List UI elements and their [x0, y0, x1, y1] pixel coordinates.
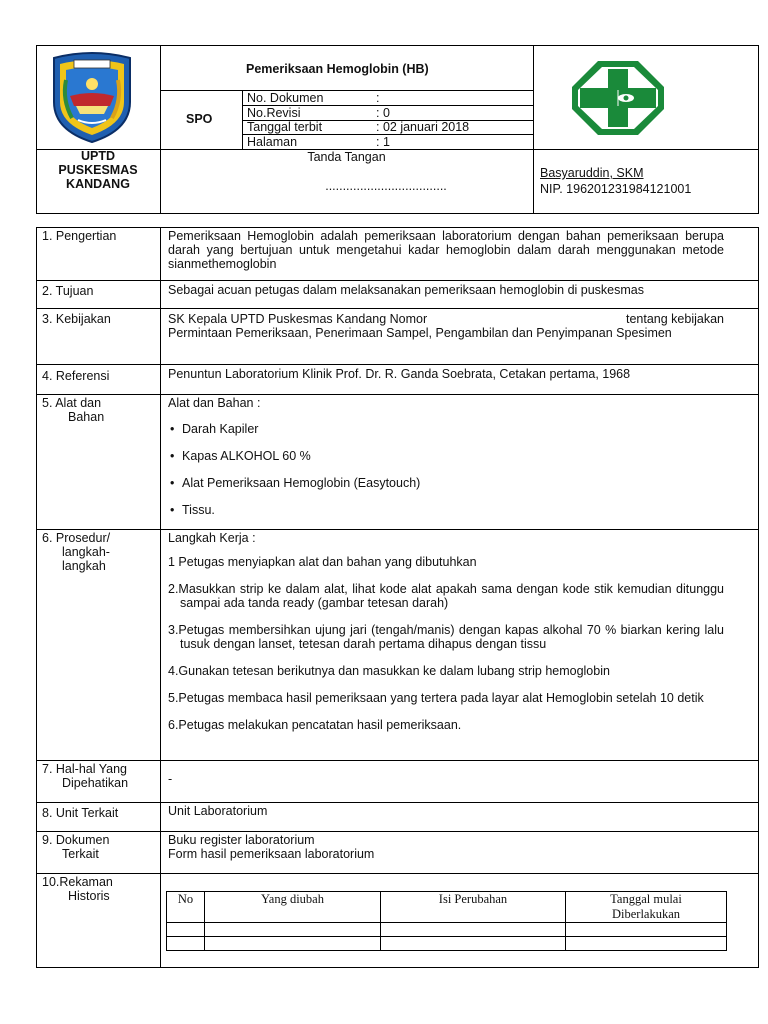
- alat-list: [168, 422, 724, 517]
- row-label-line-1: 9. Dokumen: [42, 833, 110, 847]
- row-label: [42, 762, 162, 790]
- table-cell: [205, 937, 381, 951]
- row-hal-hal: [36, 760, 758, 802]
- kebijakan-text-a: SK Kepala UPTD Puskesmas Kandang Nomor: [168, 312, 428, 326]
- table-row: [167, 923, 727, 937]
- row-label-line-1: 10.Rekaman: [42, 875, 113, 889]
- regency-crest-icon: [44, 50, 140, 144]
- org-line-2: PUSKESMAS: [58, 163, 138, 177]
- list-item: 2.Masukkan strip ke dalam alat, lihat kode alat apakah sama dengan kode stik kemudian ditunggu sampai ada tanda ready (gambar tetesan darah): [168, 582, 724, 610]
- row-content: Sebagai acuan petugas dalam melaksanakan pemeriksaan hemoglobin di puskesmas: [168, 283, 644, 297]
- table-row: [167, 892, 727, 923]
- row-label-line-2: Dipehatikan: [62, 776, 129, 790]
- kebijakan-text-b: tentang kebijakan: [626, 312, 724, 326]
- puskesmas-green-cross-icon: [568, 57, 668, 139]
- table-cell: [205, 923, 381, 937]
- prosedur-heading: Langkah Kerja :: [168, 531, 256, 545]
- row-label: 8. Unit Terkait: [42, 806, 119, 820]
- signature-dots: ...................................: [325, 179, 447, 193]
- list-item: 3.Petugas membersihkan ujung jari (tengah/manis) dengan kapas alkohal 70 % biarkan kering lalu tusuk dengan lanset, tetesan darah pertama dihapus dengan tissu: [168, 623, 724, 651]
- list-item: • Darah Kapiler: [168, 422, 724, 436]
- row-label: [42, 875, 162, 903]
- spo-label: SPO: [186, 112, 213, 126]
- col-header-no: No: [167, 892, 205, 923]
- history-table: [166, 891, 727, 951]
- row-unit-terkait: [36, 802, 758, 831]
- list-item: • Tissu.: [168, 503, 724, 517]
- list-item: 6.Petugas melakukan pencatatan hasil pemeriksaan.: [168, 718, 462, 732]
- row-label: [42, 531, 162, 573]
- kebijakan-text-c: Permintaan Pemeriksaan, Penerimaan Sampel, Pengambilan dan Penyimpanan Spesimen: [168, 326, 672, 340]
- row-label: [42, 396, 162, 424]
- row-tujuan: [36, 280, 758, 308]
- row-label-line-1: 6. Prosedur/: [42, 531, 111, 545]
- table-cell: [381, 937, 566, 951]
- row-content: [168, 531, 724, 732]
- row-referensi: [36, 364, 758, 394]
- row-content: [168, 312, 724, 340]
- row-content: [168, 396, 724, 517]
- row-content: Pemeriksaan Hemoglobin adalah pemeriksaan laboratorium dengan bahan pemeriksaan berupa darah yang bertujuan untuk mengetahui kadar hemoglobin dalam darah menggunakan metode sianmethemoglobin: [168, 229, 724, 271]
- signature-label: Tanda Tangan: [307, 150, 386, 164]
- table-cell: [566, 937, 727, 951]
- row-content: Unit Laboratorium: [168, 804, 268, 818]
- row-prosedur: [36, 529, 758, 760]
- signer-nip: NIP. 196201231984121001: [540, 182, 692, 196]
- row-label: 4. Referensi: [42, 369, 110, 383]
- dokumen-line-2: Form hasil pemeriksaan laboratorium: [168, 847, 375, 861]
- list-item: • Alat Pemeriksaan Hemoglobin (Easytouch): [168, 476, 724, 490]
- org-line-1: UPTD: [80, 149, 116, 163]
- row-label-line-2: Historis: [68, 889, 110, 903]
- row-label: 3. Kebijakan: [42, 312, 111, 326]
- list-item: 5.Petugas membaca hasil pemeriksaan yang tertera pada layar alat Hemoglobin setelah 10 detik: [168, 691, 704, 705]
- meta-value-tanggal-terbit: : 02 januari 2018: [376, 120, 470, 134]
- row-content: Penuntun Laboratorium Klinik Prof. Dr. R. Ganda Soebrata, Cetakan pertama, 1968: [168, 367, 631, 381]
- list-item: 1 Petugas menyiapkan alat dan bahan yang dibutuhkan: [168, 555, 477, 569]
- col-header-tanggal: [566, 892, 727, 923]
- row-label-line-1: 7. Hal-hal Yang: [42, 762, 128, 776]
- meta-value-no-revisi: : 0: [376, 106, 390, 120]
- signer-name: Basyaruddin, SKM: [540, 166, 644, 180]
- table-cell: [381, 923, 566, 937]
- row-content: [168, 833, 724, 861]
- row-label-line-2: Bahan: [68, 410, 105, 424]
- table-cell: [167, 923, 205, 937]
- col-header-tanggal-line-2: Diberlakukan: [611, 907, 681, 921]
- org-line-3: KANDANG: [66, 177, 130, 191]
- col-header-tanggal-line-1: Tanggal mulai: [610, 892, 682, 906]
- list-item: 4.Gunakan tetesan berikutnya dan masukkan ke dalam lubang strip hemoglobin: [168, 664, 610, 678]
- row-pengertian: [36, 227, 758, 280]
- table-cell: [167, 937, 205, 951]
- row-label-line-1: 5. Alat dan: [42, 396, 102, 410]
- meta-label-no-revisi: No.Revisi: [247, 106, 301, 120]
- row-dokumen-terkait: [36, 831, 758, 873]
- meta-label-tanggal-terbit: Tanggal terbit: [247, 120, 323, 134]
- col-header-yang-diubah: Yang diubah: [205, 892, 381, 923]
- row-label: [42, 833, 162, 861]
- row-alat-bahan: [36, 394, 758, 529]
- meta-value-no-dokumen: :: [376, 91, 380, 105]
- row-label-line-2: Terkait: [62, 847, 99, 861]
- row-label-line-3: langkah: [62, 559, 106, 573]
- org-name: [36, 149, 160, 191]
- row-content: -: [168, 772, 173, 786]
- table-row: [167, 937, 727, 951]
- row-label-line-2: langkah-: [62, 545, 110, 559]
- meta-value-halaman: : 1: [376, 135, 390, 149]
- col-header-isi-perubahan: Isi Perubahan: [381, 892, 566, 923]
- list-item: • Kapas ALKOHOL 60 %: [168, 449, 724, 463]
- table-cell: [566, 923, 727, 937]
- row-label: 1. Pengertian: [42, 229, 117, 243]
- dokumen-line-1: Buku register laboratorium: [168, 833, 315, 847]
- row-label: 2. Tujuan: [42, 284, 94, 298]
- meta-label-no-dokumen: No. Dokumen: [247, 91, 324, 105]
- alat-heading: Alat dan Bahan :: [168, 396, 261, 410]
- meta-label-halaman: Halaman: [247, 135, 298, 149]
- row-kebijakan: [36, 308, 758, 364]
- document-title: Pemeriksaan Hemoglobin (HB): [246, 62, 429, 76]
